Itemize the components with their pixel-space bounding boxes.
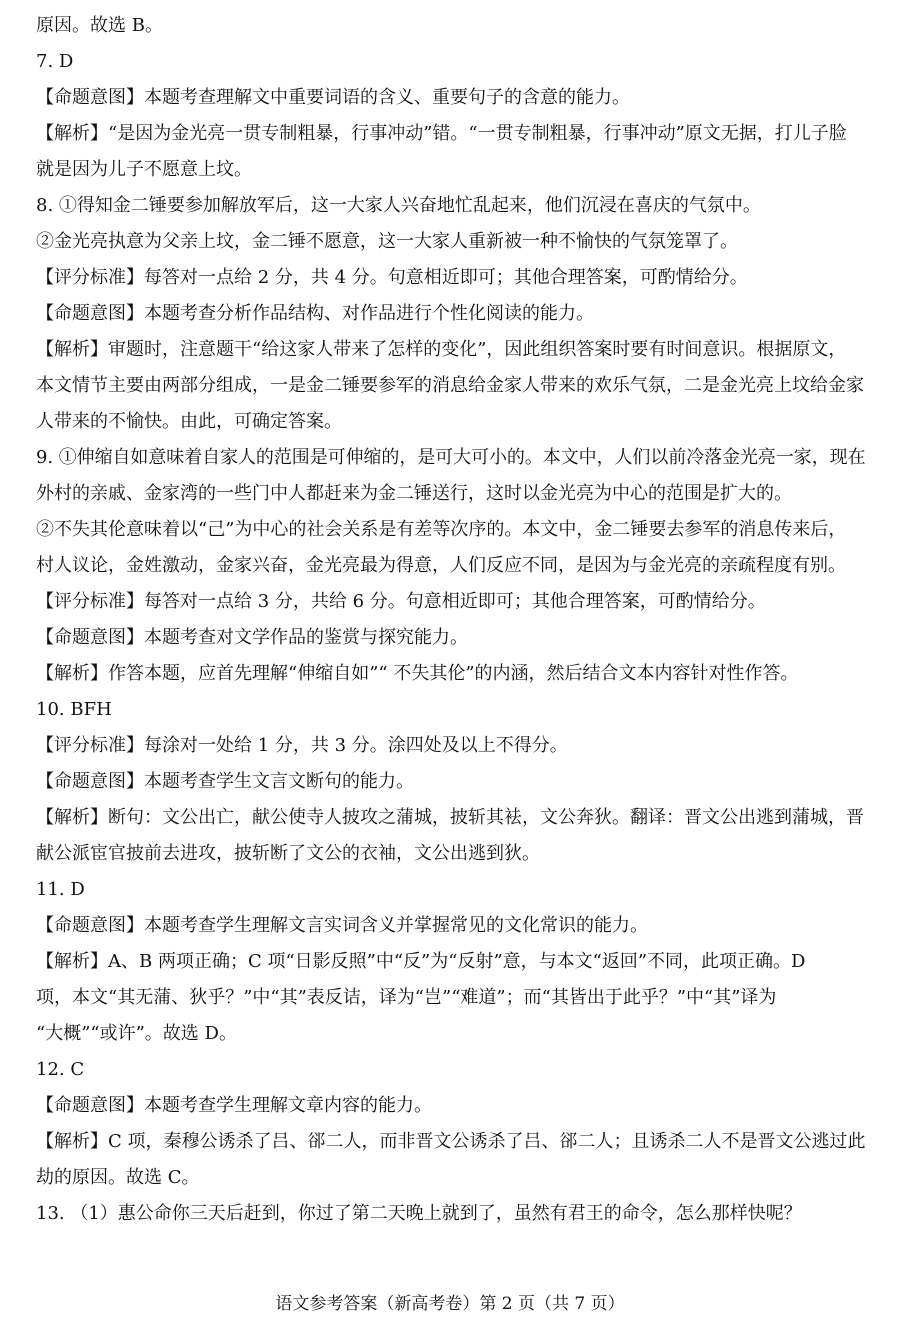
page-footer: 语文参考答案（新高考卷）第 2 页（共 7 页）	[275, 1294, 625, 1314]
text-line: 【评分标准】每涂对一处给 1 分，共 3 分。涂四处及以上不得分。	[36, 735, 568, 756]
text-line: 外村的亲戚、金家湾的一些门中人都赶来为金二锤送行，这时以金光亮为中心的范围是扩大的。	[36, 483, 792, 504]
text-line: 【解析】审题时，注意题干“给这家人带来了怎样的变化”，因此组织答案时要有时间意识。根据原文，	[36, 339, 847, 360]
answer-content	[36, 8, 866, 1232]
text-line: 献公派宦官披前去进攻，披斩断了文公的衣袖，文公出逃到狄。	[36, 843, 540, 864]
text-line: 【命题意图】本题考查学生文言文断句的能力。	[36, 771, 414, 792]
text-line: ②不失其伦意味着以“己”为中心的社会关系是有差等次序的。本文中，金二锤要去参军的消息传来后，	[36, 519, 847, 540]
text-line: 劫的原因。故选 C。	[36, 1167, 200, 1188]
text-line: 人带来的不愉快。由此，可确定答案。	[36, 411, 342, 432]
text-line: 就是因为儿子不愿意上坟。	[36, 159, 252, 180]
text-line: 【解析】“是因为金光亮一贯专制粗暴，行事冲动”错。“一贯专制粗暴，行事冲动”原文无据，打儿子脸	[36, 123, 847, 144]
question-number: 9. ①伸缩自如意味着自家人的范围是可伸缩的，是可大可小的。本文中，人们以前冷落金光亮一家，现在	[36, 447, 866, 468]
question-number: 7. D	[36, 51, 74, 72]
text-line: 【解析】断句：文公出亡，献公使寺人披攻之蒲城，披斩其袪，文公奔狄。翻译：晋文公出逃到蒲城，晋	[36, 807, 864, 828]
text-line: 【命题意图】本题考查学生理解文章内容的能力。	[36, 1095, 432, 1116]
text-line: 【解析】A、B 两项正确；C 项“日影反照”中“反”为“反射”意，与本文“返回”不同，此项正确。D	[36, 951, 806, 972]
question-number: 13. （1）惠公命你三天后赶到，你过了第二天晚上就到了，虽然有君王的命令，怎么那样快呢？	[36, 1203, 802, 1224]
text-line: 【命题意图】本题考查对文学作品的鉴赏与探究能力。	[36, 627, 468, 648]
text-line: 【评分标准】每答对一点给 2 分，共 4 分。句意相近即可；其他合理答案，可酌情给分。	[36, 267, 748, 288]
text-line: 原因。故选 B。	[36, 15, 163, 36]
text-line: 【评分标准】每答对一点给 3 分，共给 6 分。句意相近即可；其他合理答案，可酌情给分。	[36, 591, 766, 612]
question-number: 8. ①得知金二锤要参加解放军后，这一大家人兴奋地忙乱起来，他们沉浸在喜庆的气氛中。	[36, 195, 761, 216]
text-line: 【命题意图】本题考查学生理解文言实词含义并掌握常见的文化常识的能力。	[36, 915, 648, 936]
text-line: 村人议论，金姓激动，金家兴奋，金光亮最为得意，人们反应不同，是因为与金光亮的亲疏程度有别。	[36, 555, 846, 576]
text-line: 本文情节主要由两部分组成，一是金二锤要参军的消息给金家人带来的欢乐气氛，二是金光亮上坟给金家	[36, 375, 864, 396]
text-line: “大概”“或许”。故选 D。	[36, 1023, 237, 1044]
question-number: 11. D	[36, 879, 85, 900]
text-line: 【解析】C 项，秦穆公诱杀了吕、郤二人，而非晋文公诱杀了吕、郤二人；且诱杀二人不是晋文公逃过此	[36, 1131, 866, 1152]
text-line: 【解析】作答本题，应首先理解“伸缩自如”“ 不失其伦”的内涵，然后结合文本内容针对性作答。	[36, 663, 799, 684]
text-line: ②金光亮执意为父亲上坟，金二锤不愿意，这一大家人重新被一种不愉快的气氛笼罩了。	[36, 231, 738, 252]
text-line: 【命题意图】本题考查理解文中重要词语的含义、重要句子的含意的能力。	[36, 87, 630, 108]
question-number: 10. BFH	[36, 699, 112, 720]
text-line: 项，本文“其无蒲、狄乎？”中“其”表反诘，译为“岂”“难道”；而“其皆出于此乎？”中“其”译为	[36, 987, 777, 1008]
text-line: 【命题意图】本题考查分析作品结构、对作品进行个性化阅读的能力。	[36, 303, 594, 324]
question-number: 12. C	[36, 1059, 85, 1080]
